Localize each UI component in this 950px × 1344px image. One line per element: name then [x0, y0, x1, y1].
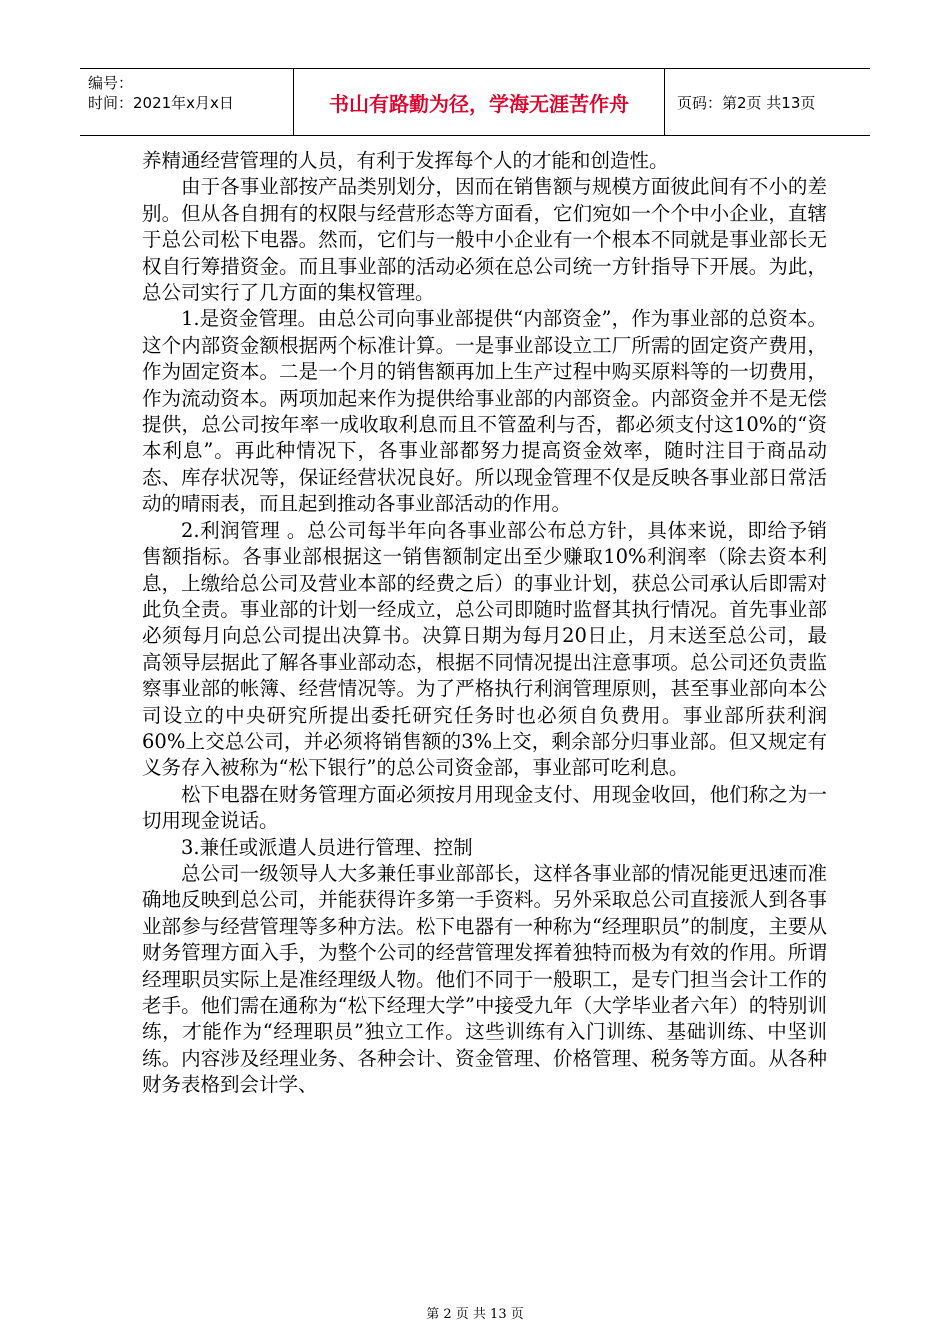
paragraph: 养精通经营管理的人员，有利于发挥每个人的才能和创造性。 [142, 149, 669, 172]
paragraph: 总公司一级领导人大多兼任事业部部长，这样各事业部的情况能更迅速而准确地反映到总公司，并能获得许多第一手资料。另外采取总公司直接派人到各事业部参与经营管理等多种方法。松下电器有一种称为“经理职员”的制度，主要从财务管理方面入手，为整个公司的经营管理发挥着独特而极为有效的作用。所谓经理职员实际上是准经理级人物。他们不同于一般职工，是专门担当会计工作的老手。他们需在通称为“松下经理大学”中接受九年（大学毕业者六年）的特别训练，才能作为“经理职员”独立工作。这些训练有入门训练、基础训练、中坚训练。内容涉及经理业务、各种会计、资金管理、价格管理、税务等方面。从各种财务表格到会计学、 [142, 861, 827, 1097]
paragraph: 由于各事业部按产品类别划分，因而在销售额与规模方面彼此间有不小的差别。但从各自拥有的权限与经营形态等方面看，它们宛如一个个中小企业，直辖于总公司松下电器。然而，它们与一般中小企业有一个根本不同就是事业部长无权自行筹措资金。而且事业部的活动必须在总公司统一方针指导下开展。为此，总公司实行了几方面的集权管理。 [142, 175, 827, 305]
paragraph: 松下电器在财务管理方面必须按月用现金支付、用现金收回，他们称之为一切用现金说话。 [142, 782, 827, 833]
page-header [80, 68, 870, 136]
header-page-info: 页码：第2页 共13页 [677, 93, 816, 112]
header-motto: 书山有路勤为径，学海无涯苦作舟 [294, 69, 665, 136]
document-time: 时间：2021年x月x日 [88, 94, 234, 112]
paragraph: 2.利润管理 。总公司每半年向各事业部公布总方针，具体来说，即给予销售额指标。各事业部根据这一销售额制定出至少赚取10%利润率（除去资本利息，上缴给总公司及营业本部的经费之后）的事业计划，获总公司承认后即需对此负全责。事业部的计划一经成立，总公司即随时监督其执行情况。首先事业部必须每月向总公司提出决算书。决算日期为每月20日止，月末送至总公司，最高领导层据此了解各事业部动态，根据不同情况提出注意事项。总公司还负责监察事业部的帐簿、经营情况等。为了严格执行利润管理原则，甚至事业部向本公司设立的中央研究所提出委托研究任务时也必须自负费用。事业部所获利润60%上交总公司，并必须将销售额的3%上交，剩余部分归事业部。但又规定有义务存入被称为“松下银行”的总公司资金部，事业部可吃利息。 [142, 518, 827, 780]
paragraph: 1.是资金管理。由总公司向事业部提供“内部资金”，作为事业部的总资本。这个内部资金额根据两个标准计算。一是事业部设立工厂所需的固定资产费用，作为固定资本。二是一个月的销售额再加上生产过程中购买原料等的一切费用，作为流动资本。两项加起来作为提供给事业部的内部资金。内部资金并不是无偿提供，总公司按年率一成收取利息而且不管盈利与否，都必须支付这10%的“资本利息”。再此种情况下，各事业部都努力提高资金效率，随时注目于商品动态、库存状况等，保证经营状况良好。所以现金管理不仅是反映各事业部日常活动的晴雨表，而且起到推动各事业部活动的作用。 [142, 307, 827, 516]
section-heading: 3.兼任或派遣人员进行管理、控制 [181, 835, 473, 859]
page-footer: 第 2 页 共 13 页 [426, 1307, 524, 1322]
document-code-label: 编号： [88, 74, 134, 92]
document-body [142, 148, 827, 1099]
header-meta [80, 69, 294, 136]
